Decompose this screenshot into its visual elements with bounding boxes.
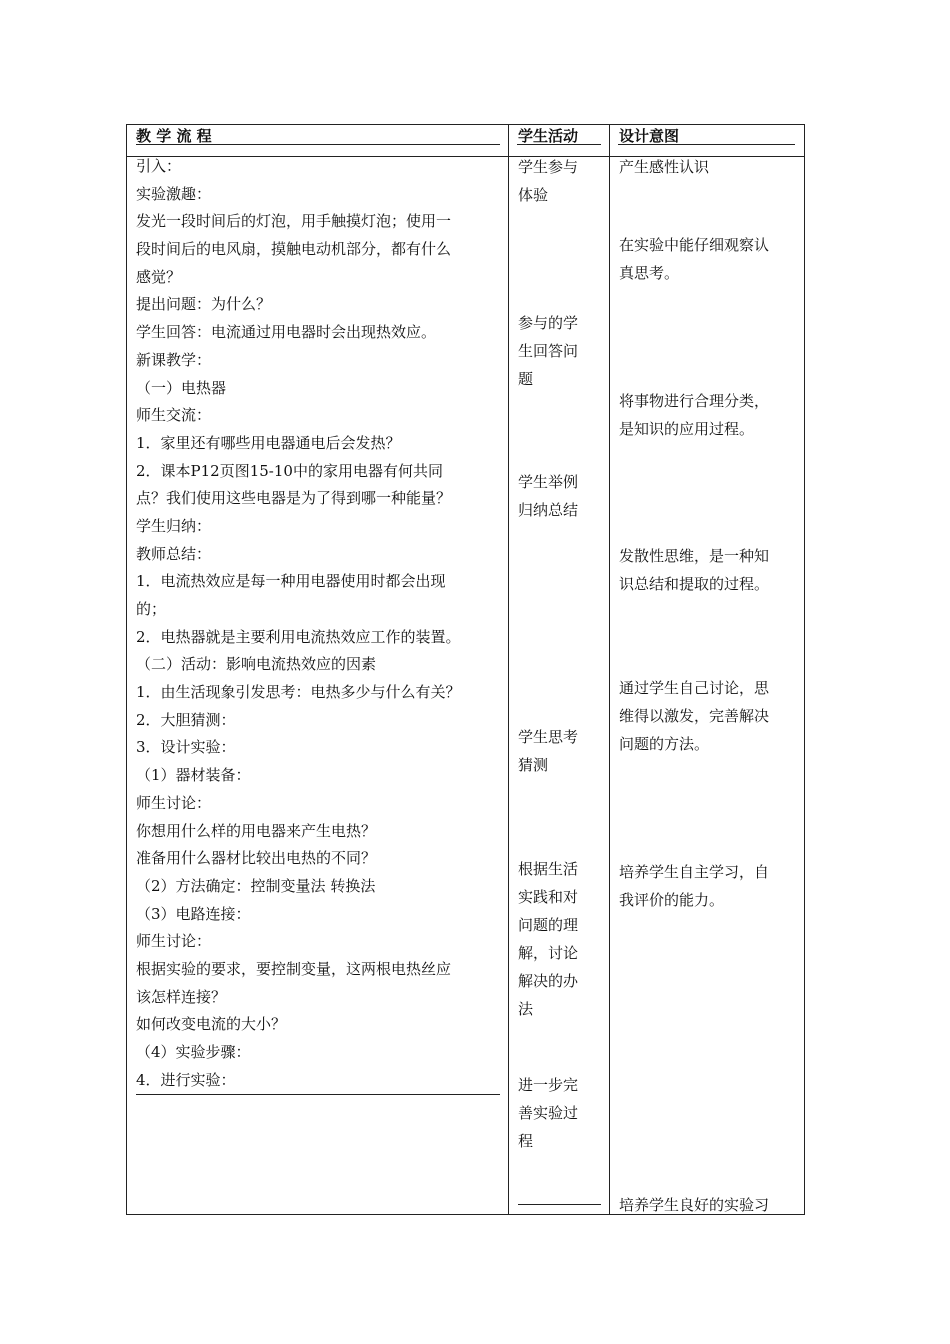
flow-line: 点？我们使用这些电器是为了得到哪一种能量？ [136, 489, 452, 508]
activity-cell [518, 468, 578, 524]
flow-line: 师生讨论： [136, 793, 212, 812]
intent-line: 将事物进行合理分类， [619, 392, 770, 410]
intent-line: 在实验中能仔细观察认 [619, 236, 770, 254]
flow-end-underline [136, 1094, 500, 1095]
flow-line: 学生回答：电流通过用电器时会出现热效应。 [136, 323, 437, 342]
flow-line: 根据实验的要求，要控制变量，这两根电热丝应 [136, 959, 452, 978]
flow-line: 准备用什么器材比较出电热的不同？ [136, 849, 377, 868]
flow-line: 1．由生活现象引发思考：电热多少与什么有关？ [136, 683, 461, 702]
activity-line: 实践和对 [518, 888, 579, 906]
activity-line: 学生思考 [518, 728, 579, 746]
activity-line: 解决的办 [518, 972, 579, 990]
flow-line: 3．设计实验： [136, 738, 236, 757]
activity-line: 学生参与 [518, 158, 579, 176]
activity-line: 体验 [518, 186, 549, 204]
lesson-plan-table [126, 124, 805, 1215]
header-activity: 学生活动 [518, 127, 579, 145]
activity-line: 善实验过 [518, 1104, 579, 1122]
activity-end-underline [518, 1204, 601, 1205]
flow-column [136, 153, 461, 1094]
flow-line: 的； [136, 600, 167, 618]
flow-line: （1）器材装备： [136, 766, 251, 785]
intent-cell [619, 153, 709, 181]
flow-line: （二）活动：影响电流热效应的因素 [136, 655, 377, 674]
flow-line: （3）电路连接： [136, 904, 251, 923]
intent-line: 通过学生自己讨论，思 [619, 679, 770, 697]
activity-line: 问题的理 [518, 916, 579, 934]
intent-line: 产生感性认识 [619, 158, 710, 176]
intent-cell [619, 231, 769, 287]
flow-line: 发光一段时间后的灯泡，用手触摸灯泡；使用一 [136, 212, 452, 231]
intent-line: 真思考。 [619, 264, 680, 282]
activity-line: 生回答问 [518, 342, 579, 360]
intent-line: 维得以激发，完善解决 [619, 707, 770, 725]
flow-line: 4．进行实验： [136, 1070, 236, 1089]
header-flow: 教 学 流 程 [136, 127, 212, 145]
flow-line: 该怎样连接？ [136, 987, 227, 1006]
activity-line: 程 [518, 1132, 534, 1150]
intent-line: 问题的方法。 [619, 735, 710, 753]
flow-line: 引入： [136, 157, 182, 175]
flow-line: 2．电热器就是主要利用电流热效应工作的装置。 [136, 627, 461, 646]
flow-line: 段时间后的电风扇，摸触电动机部分，都有什么 [136, 240, 452, 259]
flow-line: 2．大胆猜测： [136, 710, 236, 729]
flow-line: 实验激趣： [136, 184, 212, 203]
flow-line: 如何改变电流的大小？ [136, 1015, 287, 1034]
intent-cell [619, 858, 769, 914]
flow-line: 你想用什么样的用电器来产生电热？ [136, 821, 377, 840]
intent-line: 培养学生良好的实验习 [619, 1196, 770, 1214]
intent-cell [619, 387, 769, 443]
intent-line: 识总结和提取的过程。 [619, 575, 770, 593]
activity-line: 猜测 [518, 756, 549, 774]
flow-line: 1．电流热效应是每一种用电器使用时都会出现 [136, 572, 446, 591]
intent-line: 我评价的能力。 [619, 891, 725, 909]
flow-line: 教师总结： [136, 544, 212, 563]
activity-line: 学生举例 [518, 473, 579, 491]
intent-line: 培养学生自主学习，自 [619, 863, 770, 881]
intent-cell [619, 674, 769, 758]
intent-cell [619, 542, 769, 598]
activity-cell [518, 153, 578, 209]
flow-line: 学生归纳： [136, 516, 212, 535]
flow-line: 1．家里还有哪些用电器通电后会发热？ [136, 433, 401, 452]
activity-cell [518, 1071, 578, 1155]
flow-line: （2）方法确定：控制变量法 转换法 [136, 876, 376, 895]
flow-line: （4）实验步骤： [136, 1043, 251, 1061]
intent-line: 发散性思维，是一种知 [619, 547, 770, 565]
activity-line: 解，讨论 [518, 944, 579, 962]
activity-line: 进一步完 [518, 1076, 579, 1094]
flow-line: 提出问题：为什么？ [136, 295, 272, 314]
flow-line: 新课教学： [136, 350, 212, 369]
activity-line: 参与的学 [518, 314, 579, 332]
flow-line: 感觉？ [136, 267, 182, 286]
activity-cell [518, 723, 578, 779]
activity-cell [518, 855, 578, 1023]
activity-line: 题 [518, 370, 534, 388]
intent-end-underline [618, 1214, 795, 1215]
activity-line: 归纳总结 [518, 501, 579, 519]
column-divider [609, 125, 610, 1214]
flow-line: 师生讨论： [136, 932, 212, 951]
activity-line: 法 [518, 1000, 534, 1018]
flow-line: （一）电热器 [136, 378, 227, 397]
flow-line: 师生交流： [136, 406, 212, 425]
column-divider [508, 125, 509, 1214]
activity-cell [518, 309, 578, 393]
intent-line: 是知识的应用过程。 [619, 420, 755, 438]
header-intent: 设计意图 [619, 127, 680, 145]
flow-line: 2．课本P12页图15-10中的家用电器有何共同 [136, 461, 443, 480]
activity-line: 根据生活 [518, 860, 579, 878]
